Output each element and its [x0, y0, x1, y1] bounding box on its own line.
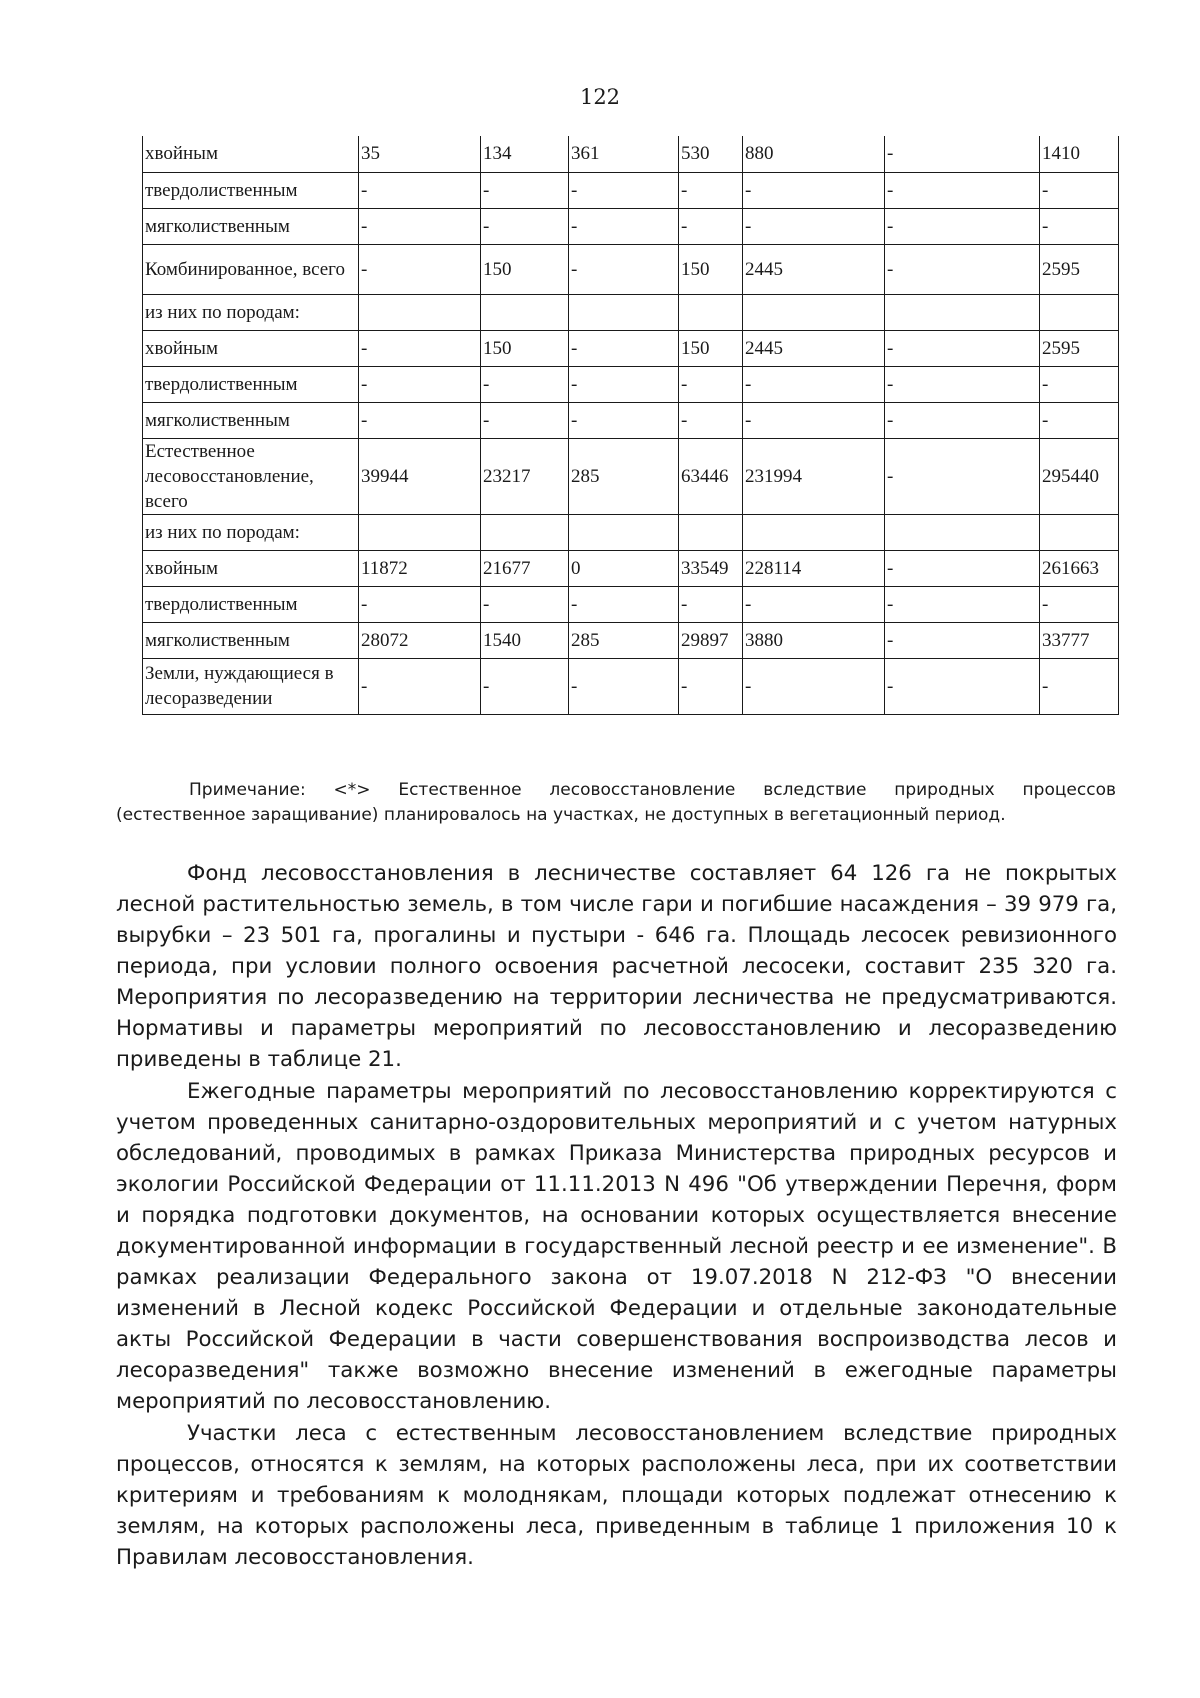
table-cell: [679, 294, 743, 330]
table-cell: 361: [569, 136, 679, 172]
table-cell: -: [885, 438, 1040, 514]
table-cell: -: [885, 330, 1040, 366]
table-cell: -: [481, 366, 569, 402]
table-cell: 39944: [359, 438, 481, 514]
table-cell: -: [359, 208, 481, 244]
table-row: [143, 330, 1119, 366]
paragraph-natural-regeneration: Участки леса с естественным лесовосстановлением вследствие природных процессов, относятся к землям, на которых расположены леса, при их соответствии критериям и требованиям к молоднякам, площади которых подлежат отнесению к землям, на которых расположены леса, приведенным в таблице 1 приложения 10 к Правилам лесовосстановления.: [116, 1421, 1117, 1570]
table-cell: [569, 514, 679, 550]
row-label: твердолиственным: [143, 586, 359, 622]
table-cell: [569, 294, 679, 330]
table-cell: -: [679, 172, 743, 208]
table-cell: 1540: [481, 622, 569, 658]
table-cell: -: [569, 586, 679, 622]
table-row: [143, 622, 1119, 658]
table-cell: -: [1040, 658, 1119, 714]
table-cell: -: [569, 208, 679, 244]
table-cell: 0: [569, 550, 679, 586]
row-label: мягколиственным: [143, 622, 359, 658]
table-cell: -: [743, 366, 885, 402]
row-label: твердолиственным: [143, 366, 359, 402]
table-cell: -: [679, 208, 743, 244]
table-cell: -: [359, 586, 481, 622]
table-cell: 228114: [743, 550, 885, 586]
table-cell: -: [743, 402, 885, 438]
table-cell: -: [359, 172, 481, 208]
table-cell: 150: [679, 330, 743, 366]
table-cell: -: [885, 586, 1040, 622]
table-cell: -: [481, 208, 569, 244]
table-cell: -: [885, 136, 1040, 172]
table-cell: 1410: [1040, 136, 1119, 172]
table-cell: 29897: [679, 622, 743, 658]
table-cell: -: [885, 402, 1040, 438]
table-cell: 2595: [1040, 330, 1119, 366]
table-row: [143, 550, 1119, 586]
table-cell: 28072: [359, 622, 481, 658]
table-cell: -: [679, 366, 743, 402]
table-cell: -: [743, 658, 885, 714]
table-cell: 63446: [679, 438, 743, 514]
table-cell: -: [481, 658, 569, 714]
row-label: Комбинированное, всего: [143, 244, 359, 294]
table-cell: -: [569, 330, 679, 366]
table-body: [143, 136, 1119, 714]
table-row: [143, 366, 1119, 402]
table-cell: -: [885, 208, 1040, 244]
table-row: [143, 294, 1119, 330]
table-cell: 21677: [481, 550, 569, 586]
table-row: [143, 514, 1119, 550]
table-cell: -: [569, 244, 679, 294]
table-row: [143, 208, 1119, 244]
table-cell: -: [885, 366, 1040, 402]
page-number: 122: [579, 85, 621, 109]
table-row: [143, 244, 1119, 294]
table-cell: 150: [481, 244, 569, 294]
row-label: мягколиственным: [143, 208, 359, 244]
table-cell: -: [743, 172, 885, 208]
table-cell: 530: [679, 136, 743, 172]
row-label: Земли, нуждающиеся в лесоразведении: [143, 658, 359, 714]
table-cell: [743, 294, 885, 330]
table-cell: -: [1040, 172, 1119, 208]
row-label: Естественное лесовосстановление, всего: [143, 438, 359, 514]
table-cell: -: [679, 402, 743, 438]
table-cell: -: [359, 658, 481, 714]
table-cell: -: [743, 208, 885, 244]
table-cell: 35: [359, 136, 481, 172]
table-cell: [359, 514, 481, 550]
table-row: [143, 658, 1119, 714]
table-cell: [743, 514, 885, 550]
table-cell: [1040, 514, 1119, 550]
paragraph-annual-parameters: Ежегодные параметры мероприятий по лесовосстановлению корректируются с учетом проведенных санитарно-оздоровительных мероприятий и с учетом натурных обследований, проводимых в рамках Приказа Министерства природных ресурсов и экологии Российской Федерации от 11.11.2013 N 496 "Об утверждении Перечня, форм и порядка подготовки документов, на основании которых осуществляется внесение документированной информации в государственный лесной реестр и ее изменение". В рамках реализации Федерального закона от 19.07.2018 N 212-ФЗ "О внесении изменений в Лесной кодекс Российской Федерации и отдельные законодательные акты Российской Федерации в части совершенствования воспроизводства лесов и лесоразведения" также возможно внесение изменений в ежегодные параметры мероприятий по лесовосстановлению.: [116, 1079, 1117, 1414]
table-cell: 285: [569, 622, 679, 658]
row-label: из них по породам:: [143, 294, 359, 330]
table-cell: -: [885, 658, 1040, 714]
table-cell: -: [1040, 366, 1119, 402]
table-row: [143, 136, 1119, 172]
table-cell: -: [359, 366, 481, 402]
table-cell: -: [569, 172, 679, 208]
table-cell: -: [481, 172, 569, 208]
table-cell: -: [359, 244, 481, 294]
table-cell: -: [1040, 208, 1119, 244]
table-cell: 295440: [1040, 438, 1119, 514]
table-cell: -: [359, 402, 481, 438]
row-label: мягколиственным: [143, 402, 359, 438]
row-label: твердолиственным: [143, 172, 359, 208]
table-cell: [481, 294, 569, 330]
table-cell: -: [885, 244, 1040, 294]
table-row: [143, 172, 1119, 208]
table-row: [143, 438, 1119, 514]
table-cell: 150: [481, 330, 569, 366]
table-cell: -: [359, 330, 481, 366]
table-cell: 3880: [743, 622, 885, 658]
table-row: [143, 402, 1119, 438]
row-label: хвойным: [143, 550, 359, 586]
table-cell: -: [885, 622, 1040, 658]
table-cell: -: [679, 586, 743, 622]
table-cell: -: [885, 172, 1040, 208]
table-cell: -: [1040, 402, 1119, 438]
body-text: [116, 858, 1117, 1574]
table-cell: 33777: [1040, 622, 1119, 658]
table-cell: -: [481, 402, 569, 438]
table-cell: -: [569, 658, 679, 714]
table-cell: 33549: [679, 550, 743, 586]
table-cell: -: [743, 586, 885, 622]
table-cell: -: [569, 366, 679, 402]
table-cell: 2595: [1040, 244, 1119, 294]
table-cell: 285: [569, 438, 679, 514]
table-cell: 11872: [359, 550, 481, 586]
table-cell: [885, 294, 1040, 330]
table-row: [143, 586, 1119, 622]
row-label: из них по породам:: [143, 514, 359, 550]
paragraph-reforestation-fund: Фонд лесовосстановления в лесничестве составляет 64 126 га не покрытых лесной растительностью земель, в том числе гари и погибшие насаждения – 39 979 га, вырубки – 23 501 га, прогалины и пустыри - 646 га. Площадь лесосек ревизионного периода, при условии полного освоения расчетной лесосеки, составит 235 320 га. Мероприятия по лесоразведению на территории лесничества не предусматриваются. Нормативы и параметры мероприятий по лесовосстановлению и лесоразведению приведены в таблице 21.: [116, 861, 1117, 1072]
row-label: хвойным: [143, 330, 359, 366]
table-cell: 150: [679, 244, 743, 294]
table-cell: 2445: [743, 330, 885, 366]
table-cell: [1040, 294, 1119, 330]
table-cell: 134: [481, 136, 569, 172]
table-cell: [481, 514, 569, 550]
reforestation-table: [142, 136, 1119, 715]
table-cell: -: [885, 550, 1040, 586]
table-cell: -: [569, 402, 679, 438]
table-cell: -: [1040, 586, 1119, 622]
table-cell: 2445: [743, 244, 885, 294]
table-cell: 880: [743, 136, 885, 172]
table-cell: [359, 294, 481, 330]
row-label: хвойным: [143, 136, 359, 172]
table-cell: 231994: [743, 438, 885, 514]
table-cell: -: [679, 658, 743, 714]
table-cell: 23217: [481, 438, 569, 514]
table-cell: [679, 514, 743, 550]
table-cell: 261663: [1040, 550, 1119, 586]
table-note: Примечание: <*> Естественное лесовосстановление вследствие природных процессов (естественное заращивание) планировалось на участках, не доступных в вегетационный период.: [116, 780, 1116, 825]
table-cell: -: [481, 586, 569, 622]
table-cell: [885, 514, 1040, 550]
